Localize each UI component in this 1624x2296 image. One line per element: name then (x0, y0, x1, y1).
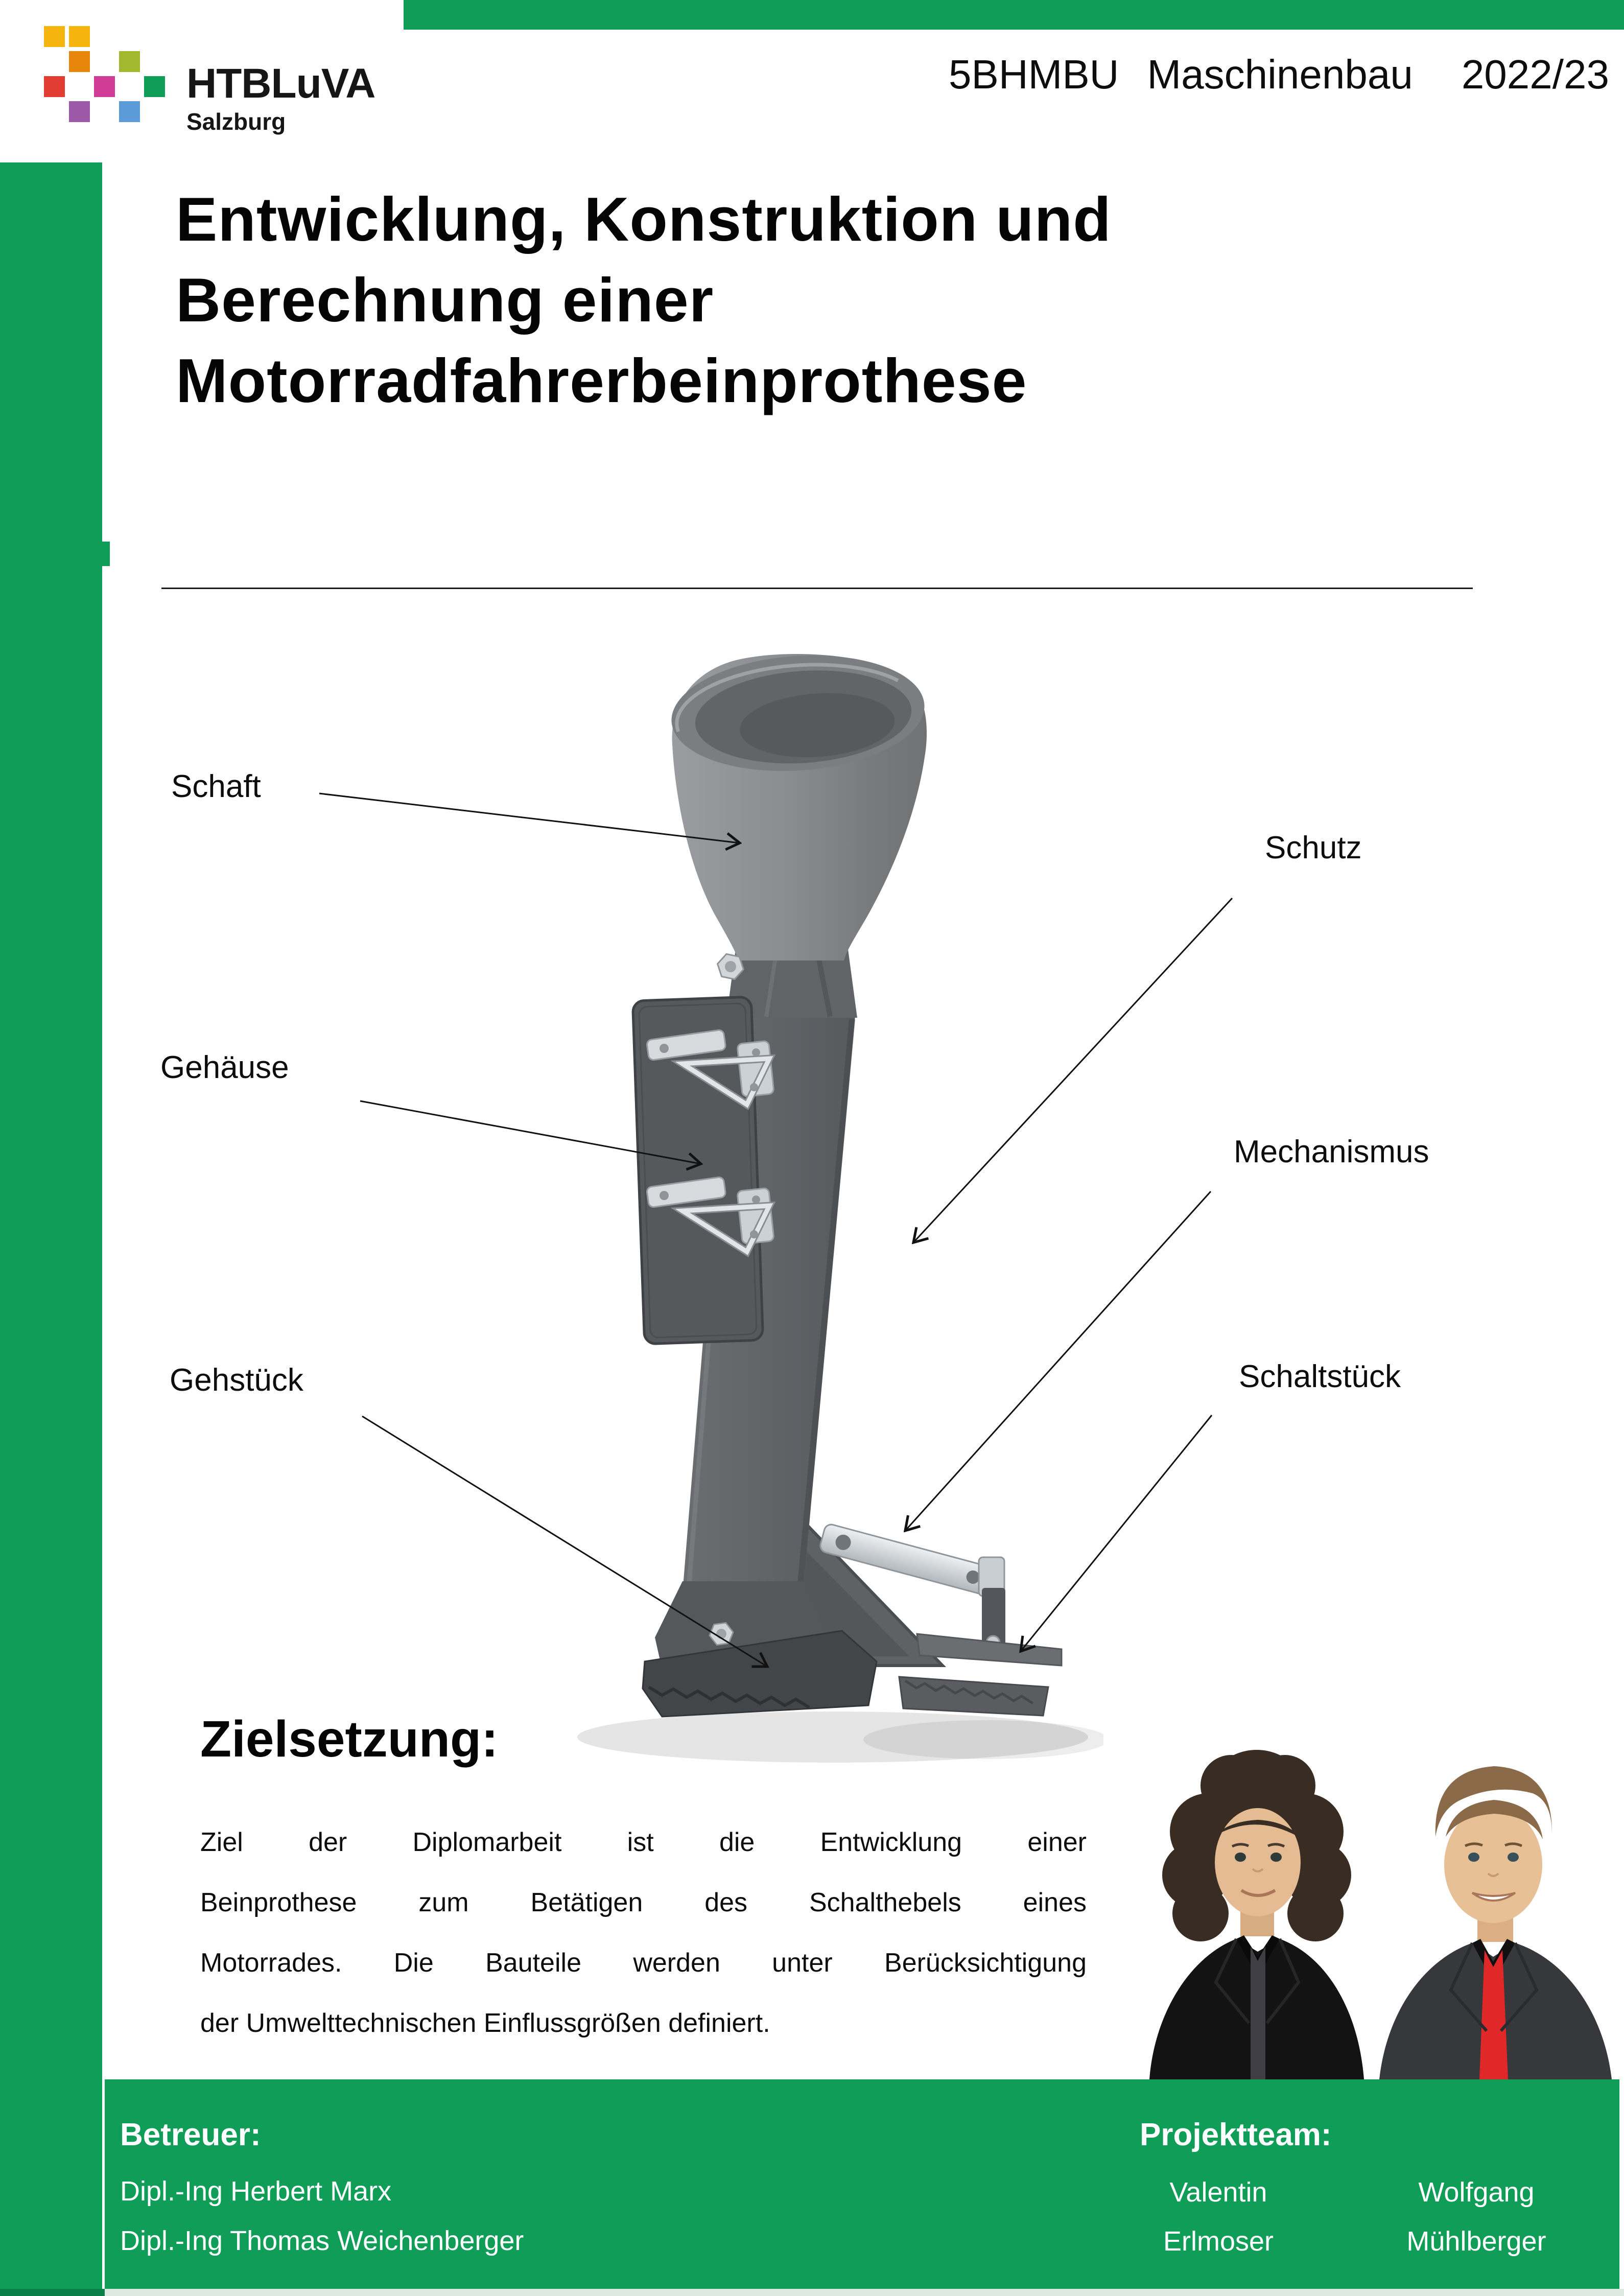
zielsetzung-line-1: Ziel der Diplomarbeit ist die Entwicklung einer (200, 1828, 1087, 1857)
team-member-1-last: Erlmoser (1163, 2226, 1274, 2257)
title-line-2: Berechnung einer (176, 265, 714, 335)
title-line-3: Motorradfahrerbeinprothese (176, 346, 1027, 415)
betreuer-name-2: Dipl.-Ing Thomas Weichenberger (120, 2225, 524, 2256)
zielsetzung-line-3: Motorrades. Die Bauteile werden unter Berücksichtigung (200, 1948, 1087, 1978)
person-wolfgang (1379, 1766, 1612, 2079)
team-member-2-first: Wolfgang (1418, 2177, 1535, 2208)
zielsetzung-heading: Zielsetzung: (200, 1711, 499, 1768)
socket-cup (668, 647, 928, 960)
class-code: 5BHMBU (949, 52, 1119, 97)
title-divider-rule (161, 588, 1473, 589)
department: Maschinenbau (1147, 52, 1413, 97)
header-course-line (863, 51, 1609, 98)
logo-square (144, 76, 165, 97)
school-logo (44, 26, 375, 133)
zielsetzung-line-2: Beinprothese zum Betätigen des Schalthebels eines (200, 1888, 1087, 1917)
left-green-sidebar (0, 162, 102, 2296)
portrait-photo-valentin (1119, 1737, 1390, 2079)
logo-square (119, 51, 140, 72)
logo-school-name: HTBLuVA (186, 60, 375, 107)
shift-pedal (899, 1634, 1062, 1716)
logo-square (94, 76, 115, 97)
logo-square (44, 26, 65, 47)
logo-square (119, 101, 140, 122)
sidebar-notch (102, 542, 110, 566)
betreuer-heading: Betreuer: (120, 2117, 261, 2152)
logo-squares-icon (44, 26, 165, 122)
logo-square (69, 26, 90, 47)
logo-square (69, 51, 90, 72)
logo-city: Salzburg (186, 108, 286, 135)
label-gehaeuse: Gehäuse (160, 1050, 289, 1085)
label-gehstueck: Gehstück (170, 1363, 303, 1398)
logo-text (186, 60, 375, 135)
label-schaltstueck: Schaltstück (1239, 1359, 1401, 1394)
label-schutz: Schutz (1265, 830, 1362, 865)
top-green-bar (404, 0, 1624, 30)
label-schaft: Schaft (171, 769, 261, 804)
zielsetzung-line-4: der Umwelttechnischen Einflussgrößen definiert. (200, 2008, 770, 2038)
bottom-dark-corner (0, 2289, 105, 2296)
team-member-1-first: Valentin (1169, 2177, 1267, 2208)
poster-title (176, 179, 1504, 421)
title-line-1: Entwicklung, Konstruktion und (176, 184, 1112, 254)
betreuer-name-1: Dipl.-Ing Herbert Marx (120, 2176, 392, 2207)
school-year: 2022/23 (1461, 52, 1609, 97)
projektteam-heading: Projektteam: (1140, 2117, 1332, 2152)
portrait-photo-wolfgang (1364, 1740, 1624, 2079)
prosthesis-illustration (562, 634, 1103, 1788)
zielsetzung-paragraph (200, 1812, 1087, 2053)
team-member-2-last: Mühlberger (1406, 2226, 1546, 2257)
logo-square (69, 101, 90, 122)
person-valentin (1149, 1750, 1364, 2079)
bottom-light-strip (105, 2289, 1624, 2296)
ground-shadow (577, 1712, 1103, 1763)
logo-square (44, 76, 65, 97)
label-mechanismus: Mechanismus (1234, 1134, 1429, 1169)
